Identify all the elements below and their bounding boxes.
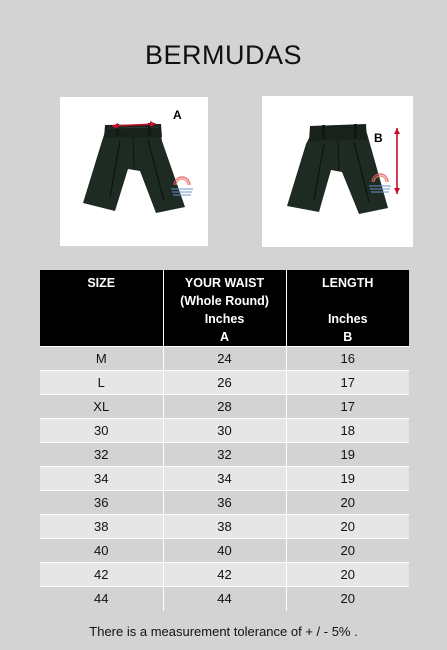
- marker-b: B: [374, 131, 383, 145]
- header-size-label: SIZE: [87, 276, 116, 290]
- table-row: [40, 395, 409, 419]
- header-length-sub: [289, 292, 408, 310]
- table-header-row: [40, 270, 409, 347]
- length-cell: 17: [286, 395, 409, 419]
- length-cell: 18: [286, 419, 409, 443]
- page-title: BERMUDAS: [144, 40, 303, 70]
- size-cell: 40: [40, 539, 163, 563]
- length-cell: 20: [286, 515, 409, 539]
- waist-cell: 40: [163, 539, 286, 563]
- table-row: [40, 419, 409, 443]
- back-shorts-image: [262, 96, 413, 247]
- length-cell: 17: [286, 371, 409, 395]
- size-cell: 38: [40, 515, 163, 539]
- table-row: [40, 443, 409, 467]
- size-cell: M: [40, 347, 163, 371]
- size-cell: XL: [40, 395, 163, 419]
- waist-cell: 36: [163, 491, 286, 515]
- table-row: [40, 587, 409, 611]
- size-cell: L: [40, 371, 163, 395]
- header-length-label: LENGTH: [322, 276, 374, 290]
- waist-cell: 28: [163, 395, 286, 419]
- length-cell: 20: [286, 539, 409, 563]
- header-size: [40, 270, 163, 347]
- length-cell: 16: [286, 347, 409, 371]
- table-row: [40, 563, 409, 587]
- table-row: [40, 539, 409, 563]
- waist-cell: 44: [163, 587, 286, 611]
- marker-a: A: [173, 108, 182, 122]
- size-chart-table: [40, 270, 409, 611]
- length-cell: 20: [286, 587, 409, 611]
- table-row: [40, 491, 409, 515]
- header-length: [286, 270, 409, 347]
- size-cell: 34: [40, 467, 163, 491]
- waist-cell: 38: [163, 515, 286, 539]
- size-cell: 30: [40, 419, 163, 443]
- header-length-unit: Inches: [327, 312, 368, 326]
- length-cell: 19: [286, 443, 409, 467]
- table-row: [40, 515, 409, 539]
- size-cell: 44: [40, 587, 163, 611]
- table-row: [40, 467, 409, 491]
- size-cell: 42: [40, 563, 163, 587]
- waist-cell: 34: [163, 467, 286, 491]
- size-cell: 36: [40, 491, 163, 515]
- header-waist-sub: (Whole Round): [180, 294, 269, 308]
- waist-cell: 30: [163, 419, 286, 443]
- length-cell: 20: [286, 563, 409, 587]
- length-cell: 19: [286, 467, 409, 491]
- front-shorts-image: [60, 97, 208, 246]
- table-row: [40, 371, 409, 395]
- length-cell: 20: [286, 491, 409, 515]
- header-waist-unit: Inches: [204, 312, 245, 326]
- header-length-marker: B: [343, 330, 353, 344]
- waist-cell: 42: [163, 563, 286, 587]
- header-waist-marker: A: [219, 330, 230, 344]
- waist-cell: 26: [163, 371, 286, 395]
- size-cell: 32: [40, 443, 163, 467]
- table-row: [40, 347, 409, 371]
- header-waist: [163, 270, 286, 347]
- waist-cell: 32: [163, 443, 286, 467]
- tolerance-note: There is a measurement tolerance of + / - 5% .: [89, 624, 358, 639]
- waist-cell: 24: [163, 347, 286, 371]
- header-waist-label: YOUR WAIST: [184, 276, 265, 290]
